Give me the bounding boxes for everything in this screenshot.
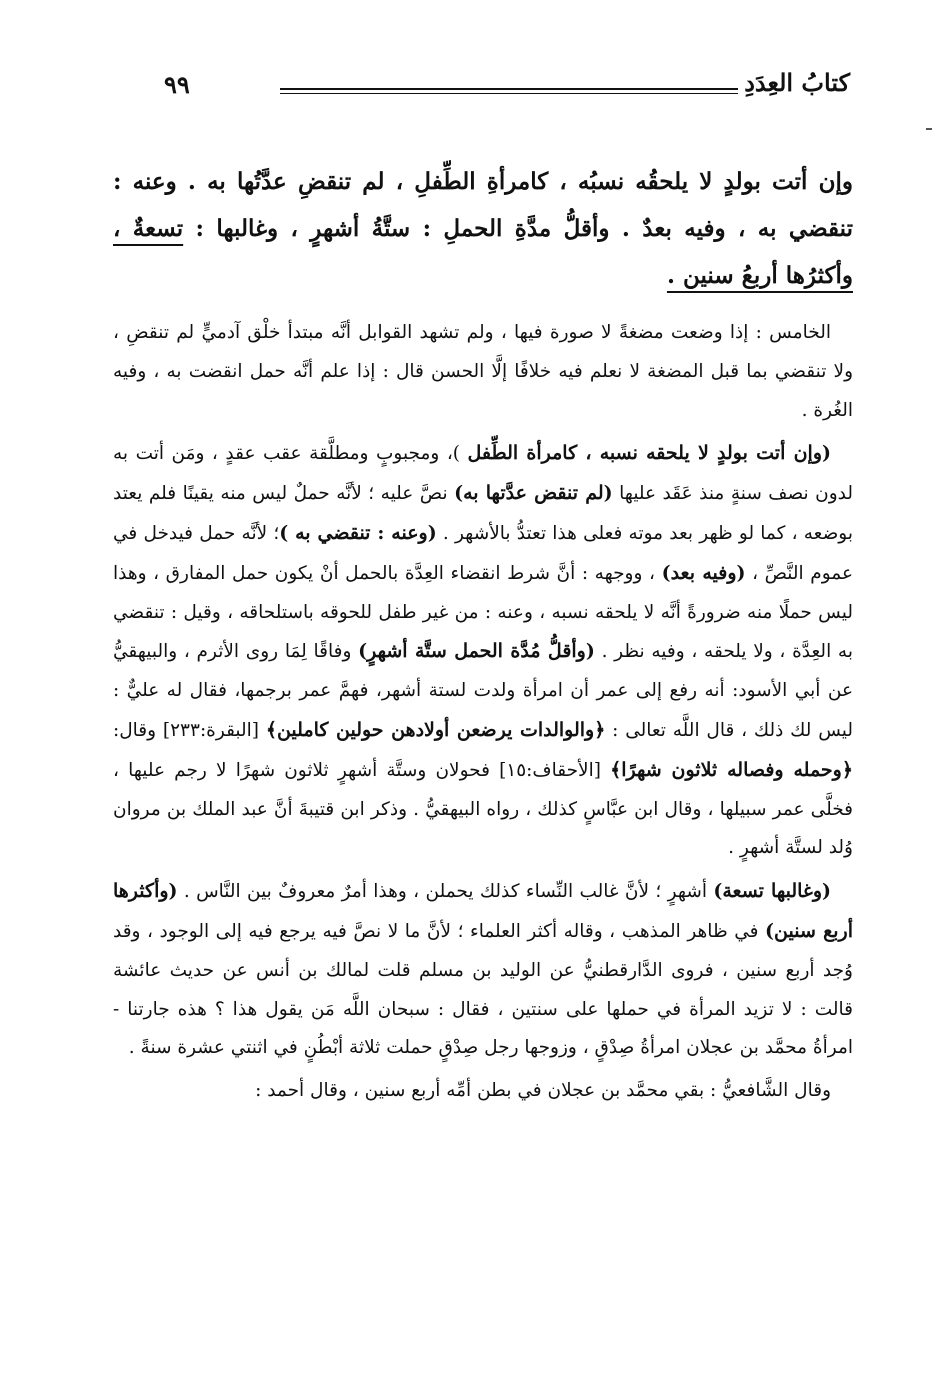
commentary-run: [البقرة:٢٣٣] وقال: xyxy=(113,719,266,741)
margin-mark xyxy=(926,128,932,130)
matn-quote: (وأكثرها أربع سنين) xyxy=(113,880,854,942)
commentary-run: ، ووجهه : أنَّ شرط انقضاء العِدَّة بالحمل أنْ يكون حمل المفارق ، وهذا ليس حملًا منه ضرورةً أنَّه لا يلحقه نسبه ، وعنه : من غير طفل للحوقه باستلحاقه ، وقيل : تنقضي به العِدَّة ، ولا يلحقه ، وفيه نظر . xyxy=(113,562,853,663)
matn-line: وعنه : تنقضي به ، وفيه بعدٌ . وأقلُّ مدَّةِ الحملِ : ستَّةُ أشهرٍ ، وغالبها : xyxy=(113,168,853,242)
matn-quote: (وعنه : تنقضي به ) xyxy=(279,521,437,544)
commentary-paragraph xyxy=(113,434,853,868)
page-header xyxy=(150,66,850,106)
commentary-text xyxy=(113,314,853,1111)
commentary-run: أشهرٍ ؛ لأنَّ غالب النِّساء كذلك يحملن ، وهذا أمرٌ معروفٌ بين النَّاس . xyxy=(177,881,714,903)
commentary-run: ؛ لأنَّه حمل فيدخل في عموم النَّصِّ ، xyxy=(113,522,854,584)
page-number: ٩٩ xyxy=(164,70,190,99)
commentary-run: نصَّ عليه ؛ لأنَّه حملٌ ليس منه يقينًا فلم يعتد بوضعه ، كما لو ظهر بعد موته فعلى هذا تعتدُّ بالأشهر . xyxy=(113,483,853,544)
matn-quote: (وغالبها تسعة) xyxy=(713,880,831,903)
commentary-paragraph: وقال الشَّافعيُّ : بقي محمَّد بن عجلان في بطن أمِّه أربع سنين ، وقال أحمد : xyxy=(255,1080,831,1102)
commentary-paragraph: الخامس : إذا وضعت مضغةً لا صورة فيها ، ولم تشهد القوابل أنَّه مبتدأ خلْق آدميٍّ لم تنقضِ ، ولا تنقضي بما قبل المضغة لا نعلم فيه خلافًا إلَّا الحسن قال : إذا علم أنَّه حمل انقضت به ، وفيه الغُرة . xyxy=(113,322,853,421)
matn-line: وإن أتت بولدٍ لا يلحقُه نسبُه ، كامرأةِ الطِّفلِ ، لم تنقضِ عدَّتُها به . xyxy=(187,168,853,195)
running-head-title: كتابُ العِدَدِ xyxy=(744,68,850,97)
matn-line: تسعةٌ ، وأكثرُها أربعُ سنين . xyxy=(113,215,853,289)
matn-quote: (وأقلُّ مُدَّة الحمل ستَّة أشهرٍ) xyxy=(358,640,595,663)
matn-quote: ﴿والوالدات يرضعن أولادهن حولين كاملين﴾ xyxy=(265,718,606,741)
header-rule xyxy=(280,88,738,90)
matn-quote: (لم تنقض عدَّتها به) xyxy=(454,482,613,505)
commentary-run: في ظاهر المذهب ، وقاله أكثر العلماء ؛ لأنَّ ما لا نصَّ فيه يرجع فيه إلى الوجود ، وقد وُجد أربع سنين ، فروى الدَّارقطنيُّ عن الوليد بن مسلم قلت لمالك بن أنس عن حديث عائشة قالت : لا تزيد المرأة في حملها على سنتين ، فقال : سبحان اللَّه مَن يقول هذا ؟ هذه جارتنا - امرأةُ محمَّد بن عجلان امرأةُ صِدْقٍ ، وزوجها رجل صِدْقٍ حملت ثلاثة أبْطُنٍ في اثنتي عشرة سنةً . xyxy=(113,920,853,1059)
matn-quote: ﴿وحمله وفصاله ثلاثون شهرًا﴾ xyxy=(610,758,853,781)
matn-text xyxy=(113,158,853,299)
matn-quote: (وفيه بعد) xyxy=(661,561,746,584)
commentary-run: [الأحقاف:١٥] فحولان وستَّة أشهرٍ ثلاثون شهرًا لا رجم عليها ، فخلَّى عمر سبيلها ، وقال ابن عبَّاسٍ كذلك ، رواه البيهقيُّ . وذكر ابن قتيبةَ أنَّ عبد الملك بن مروان وُلد لستَّة أشهرٍ . xyxy=(113,759,853,859)
commentary-run: )، ومجبوبٍ ومطلَّقة عقب عقدٍ ، ومَن أتت به لدون نصف سنةٍ منذ عَقَد عليها xyxy=(113,443,853,505)
matn-quote: (وإن أتت بولدٍ لا يلحقه نسبه ، كامرأة الطِّفل xyxy=(467,442,831,465)
commentary-paragraph xyxy=(113,872,853,1068)
commentary-run: وفاقًا لِمَا روى الأثرم ، والبيهقيُّ عن أبي الأسود: أنه رفع إلى عمر أن امرأة ولدت لستة أشهر، فهمَّ عمر برجمها، فقال له عليٌّ : ليس لك ذلك ، قال اللَّه تعالى : xyxy=(113,641,854,741)
header-rule-thin xyxy=(280,93,738,94)
